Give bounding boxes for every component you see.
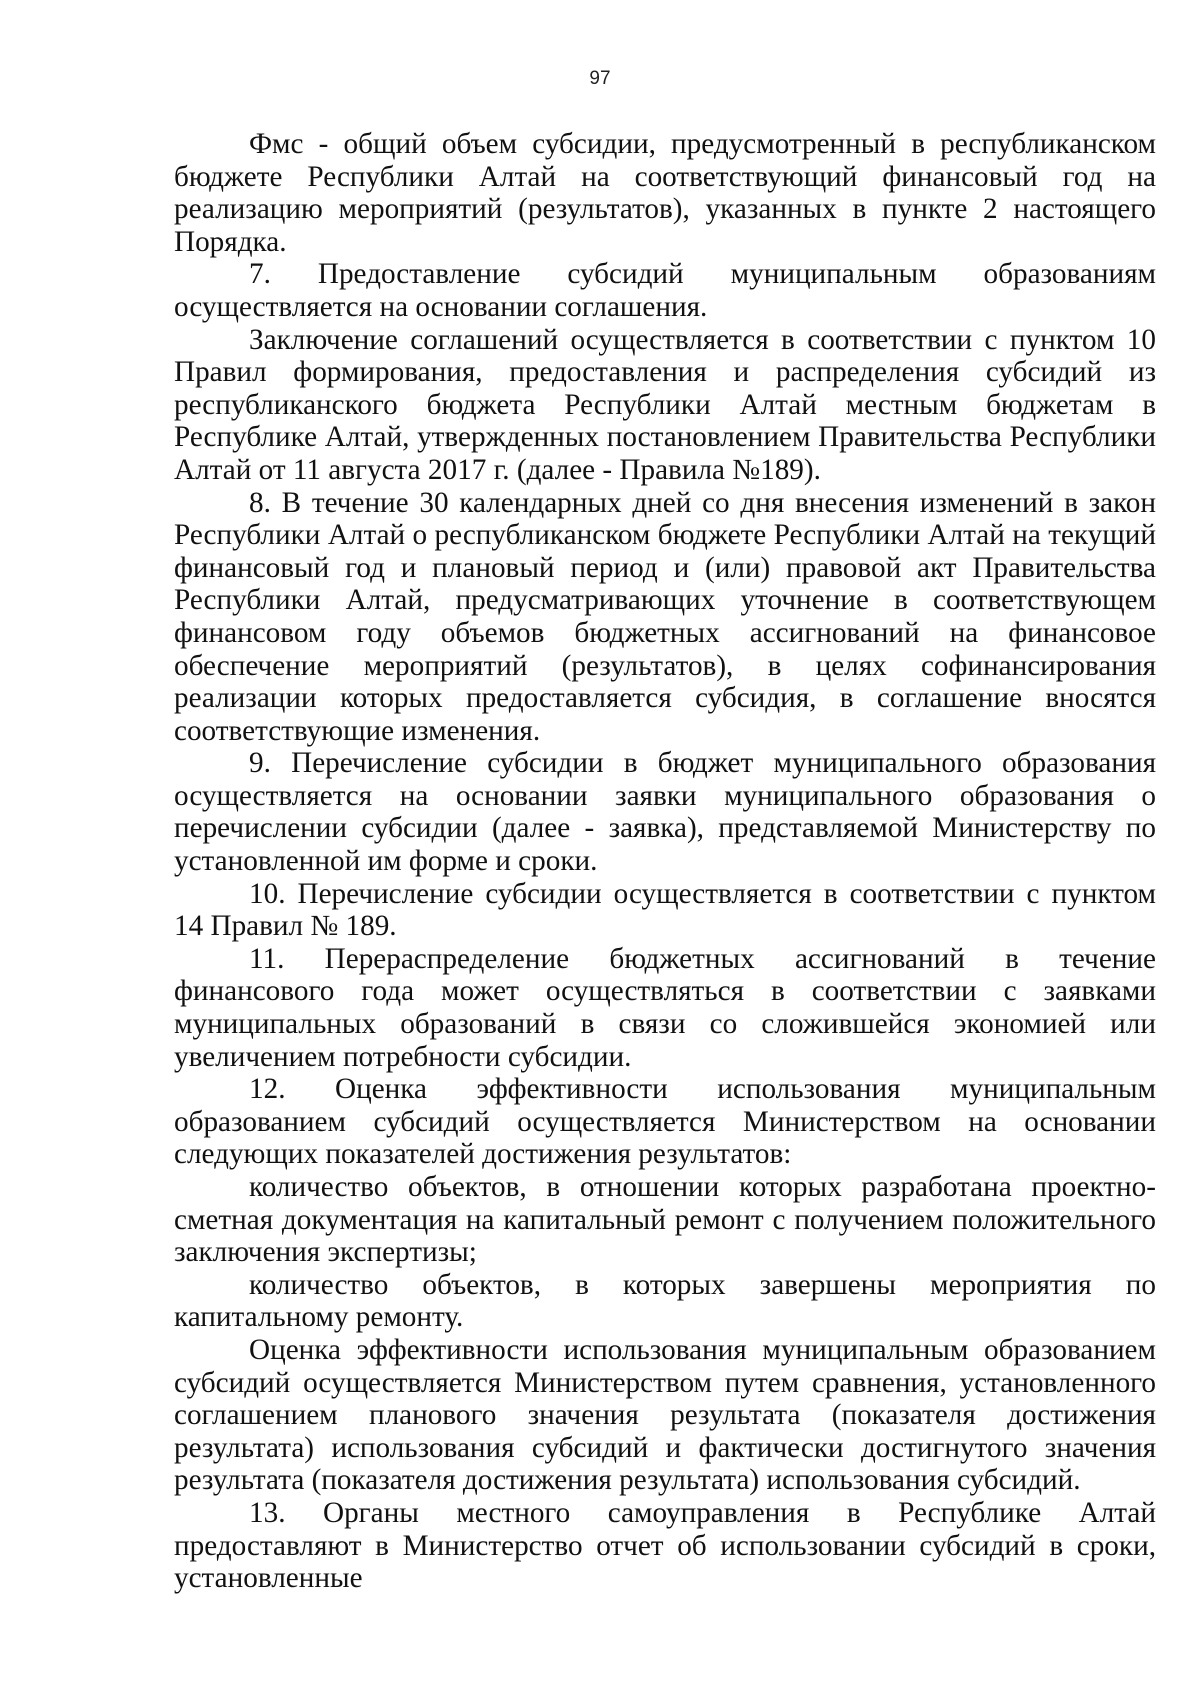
paragraph-indicator-2: количество объектов, в которых завершены мероприятия по капитальному ремонту. (174, 1268, 1156, 1334)
paragraph-12: 12. Оценка эффективности использования муниципальным образованием субсидий осуществляется Министерством на основании следующих показателей достижения результатов: (174, 1073, 1156, 1171)
paragraph-7: 7. Предоставление субсидий муниципальным образованиям осуществляется на основании соглашения. (174, 258, 1156, 323)
paragraph-10: 10. Перечисление субсидии осуществляется в соответствии с пунктом 14 Правил № 189. (174, 877, 1156, 943)
paragraph-evaluation: Оценка эффективности использования муниципальным образованием субсидий осуществляется Министерством путем сравнения, установленного соглашением планового значения результата (показателя достижения результата) использования субсидий и фактически достигнутого значения результата (показателя достижения результата) использования субсидий. (174, 1333, 1156, 1497)
paragraph-9: 9. Перечисление субсидии в бюджет муниципального образования осуществляется на основании заявки муниципального образования о перечислении субсидии (далее - заявка), представляемой Министерству по установленной им форме и сроки. (174, 747, 1156, 878)
paragraph-13: 13. Органы местного самоуправления в Республике Алтай предоставляют в Министерство отчет об использовании субсидий в сроки, установленные (174, 1496, 1156, 1595)
document-body (174, 128, 1156, 1595)
page-number: 97 (589, 68, 611, 89)
paragraph-indicator-1: количество объектов, в отношении которых разработана проектно-сметная документация на капитальный ремонт с получением положительного заключения экспертизы; (174, 1171, 1156, 1269)
paragraph-agreements: Заключение соглашений осуществляется в соответствии с пунктом 10 Правил формирования, предоставления и распределения субсидий из республиканского бюджета Республики Алтай местным бюджетам в Республике Алтай, утвержденных постановлением Правительства Республики Алтай от 11 августа 2017 г. (далее - Правила №189). (174, 323, 1156, 486)
paragraph-11: 11. Перераспределение бюджетных ассигнований в течение финансового года может осуществляться в соответствии с заявками муниципальных образований в связи со сложившейся экономией или увеличением потребности субсидии. (174, 942, 1156, 1073)
paragraph-8: 8. В течение 30 календарных дней со дня внесения изменений в закон Республики Алтай о республиканском бюджете Республики Алтай на текущий финансовый год и плановый период и (или) правовой акт Правительства Республики Алтай, предусматривающих уточнение в соответствующем финансовом году объемов бюджетных ассигнований на финансовое обеспечение мероприятий (результатов), в целях софинансирования реализации которых предоставляется субсидия, в соглашение вносятся соответствующие изменения. (174, 486, 1156, 747)
paragraph-fms-definition: Фмс - общий объем субсидии, предусмотренный в республиканском бюджете Республики Алтай на соответствующий финансовый год на реализацию мероприятий (результатов), указанных в пункте 2 настоящего Порядка. (174, 128, 1156, 258)
